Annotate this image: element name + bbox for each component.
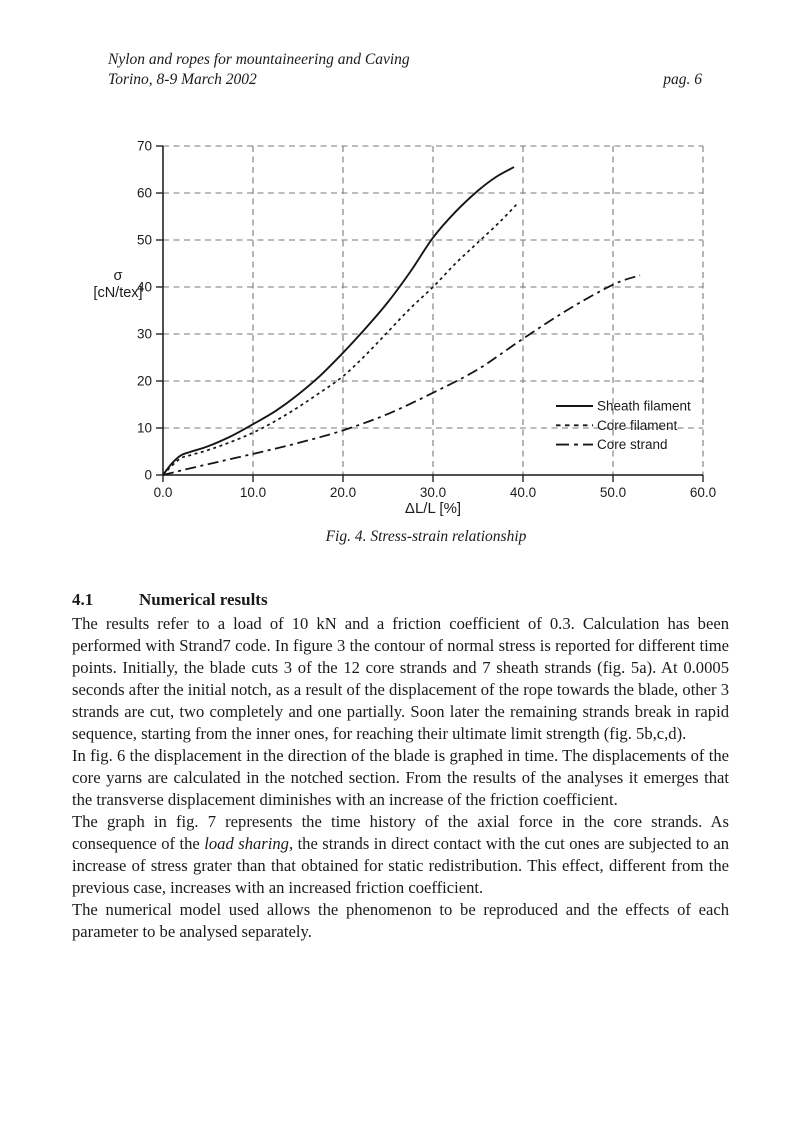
header-conference-title: Nylon and ropes for mountaineering and Caving [108,51,410,68]
x-axis-title: ΔL/L [%] [404,500,462,517]
y-tick-label: 60 [136,185,152,201]
header-page-number: pag. 6 [663,71,702,88]
y-tick-label: 0 [144,467,152,483]
chart-svg [0,130,800,530]
x-tick-label: 40.0 [509,485,537,500]
x-tick-label: 30.0 [419,485,447,500]
y-tick-label: 40 [136,279,152,295]
section-title: Numerical results [139,590,268,609]
legend-label: Core strand [597,437,668,453]
stress-strain-chart [0,130,800,530]
chart-series-sheath-filament [163,167,514,475]
section-heading [72,590,729,610]
paragraph-text: The graph in fig. 7 represents the time history of the axial force in the core strands. As consequence of the [72,812,729,853]
body-text [72,613,729,943]
body-paragraph [72,811,729,899]
y-tick-label: 30 [136,326,152,342]
x-tick-label: 0.0 [153,485,173,500]
section-number: 4.1 [72,590,94,609]
y-tick-label: 20 [136,373,152,389]
legend-label: Sheath filament [597,398,691,414]
body-paragraph: In fig. 6 the displacement in the direction of the blade is graphed in time. The displacements of the core yarns are calculated in the notched section. From the results of the analyses it emerges that the transverse displacement diminishes with an increase of the friction coefficient. [72,746,729,809]
y-axis-title: [cN/tex] [93,285,143,301]
chart-series-core-filament [163,202,519,475]
figure-caption: Fig. 4. Stress-strain relationship [325,528,527,545]
x-tick-label: 10.0 [239,485,267,500]
body-paragraph: The results refer to a load of 10 kN and a friction coefficient of 0.3. Calculation has been performed with Strand7 code. In figure 3 the contour of normal stress is reported for different time points. Initially, the blade cuts 3 of the 12 core strands and 7 sheath strands (fig. 5a). At 0.0005 seconds after the initial notch, as a result of the displacement of the rope towards the blade, other 3 strands are cut, two completely and one partially. Soon later the remaining strands break in rapid sequence, starting from the inner ones, for reaching their ultimate limit strength (fig. 5b,c,d). [72,614,729,743]
x-tick-label: 50.0 [599,485,627,500]
page-header [108,50,702,90]
legend-label: Core filament [597,417,678,433]
y-axis-title: σ [113,268,123,284]
y-tick-label: 50 [136,232,152,248]
y-tick-label: 70 [136,138,152,154]
x-tick-label: 60.0 [689,485,717,500]
load-sharing-italic: load sharing [204,834,289,853]
header-conference-date: Torino, 8-9 March 2002 [108,71,257,88]
body-paragraph: The numerical model used allows the phenomenon to be reproduced and the effects of each parameter to be analysed separately. [72,900,729,941]
paragraph-text: , the strands in direct contact with the cut ones are subjected to an increase of stress grater than that obtained for static redistribution. This effect, different from the previous case, increases with an increased friction coefficient. [72,834,729,897]
x-tick-label: 20.0 [329,485,357,500]
y-tick-label: 10 [136,420,152,436]
